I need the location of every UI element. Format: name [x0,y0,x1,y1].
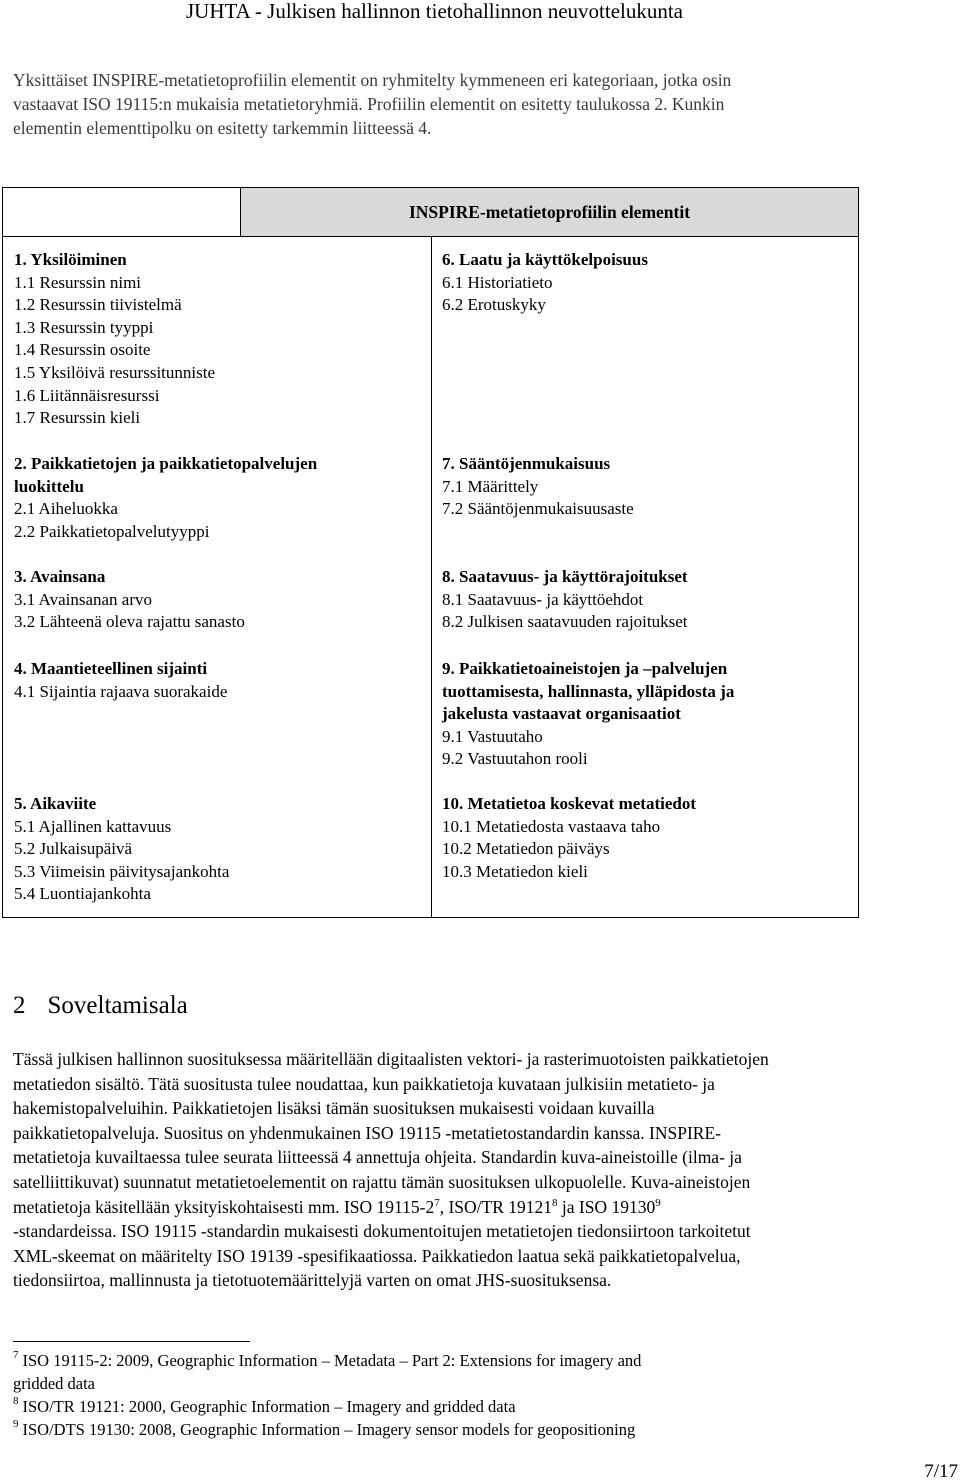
table-group-7 [442,453,634,521]
elements-table [2,187,859,918]
group-item: 5.3 Viimeisin päivitysajankohta [14,861,230,881]
group-heading: 10. Metatietoa koskevat metatiedot [442,794,696,813]
paragraph-line: XML-skeemat on määritelty ISO 19139 -spesifikaatiossa. Paikkatiedon laatua sekä paikkatietopalvelua, [13,1245,741,1266]
group-item: 9.1 Vastuutaho [442,726,543,746]
intro-line: Yksittäiset INSPIRE-metatietoprofiilin elementit on ryhmitelty kymmeneen eri kategoriaan, jotka osin [13,70,732,90]
group-heading-cont: luokittelu [14,476,84,496]
group-item: 5.2 Julkaisupäivä [14,839,133,859]
footnote [13,1349,913,1372]
group-item: 8.2 Julkisen saatavuuden rajoitukset [442,612,688,632]
footnote-mark: 8 [13,1395,19,1407]
group-item: 5.4 Luontiajankohta [14,884,151,904]
group-item: 1.1 Resurssin nimi [14,272,142,292]
group-heading: 3. Avainsana [14,567,106,586]
group-heading: 4. Maantieteellinen sijainti [14,659,208,678]
group-heading: 8. Saatavuus- ja käyttörajoitukset [442,567,688,586]
table-header-empty-cell [3,188,240,237]
paragraph-line: metatiedon sisältö. Tätä suositusta tulee noudattaa, kun paikkatietoja kuvataan julkisiin metatieto- ja [13,1073,715,1094]
paragraph-text: , ISO/TR 19121 [439,1196,553,1217]
table-group-8 [442,566,688,634]
group-item: 7.1 Määrittely [442,476,539,496]
page-number: 7/17 [924,1461,958,1482]
group-heading: 7. Sääntöjenmukaisuus [442,454,611,473]
intro-line: elementin elementtipolku on esitetty tarkemmin liitteessä 4. [13,118,432,138]
paragraph-line: paikkatietopalveluja. Suositus on yhdenmukainen ISO 19115 -metatietostandardin kanssa. INSPIRE- [13,1122,721,1143]
table-group-10 [442,793,696,883]
table-header: INSPIRE-metatietoprofiilin elementit [240,188,858,237]
paragraph-text: ja ISO 19130 [557,1196,656,1217]
group-item: 2.2 Paikkatietopalvelutyyppi [14,521,210,541]
intro-paragraph [13,68,943,140]
paragraph-line: tiedonsiirtoa, mallinnusta ja tietotuotemäärittelyjä varten on omat JHS-suosituksensa. [13,1270,612,1291]
group-heading-cont: tuottamisesta, hallinnasta, ylläpidosta ja [442,681,735,701]
document-header-title: JUHTA - Julkisen hallinnon tietohallinnon neuvottelukunta [186,0,684,23]
footnote-ref[interactable]: 9 [655,1196,661,1209]
group-heading: 6. Laatu ja käyttökelpoisuus [442,250,648,269]
table-group-3 [14,566,245,634]
group-heading: 9. Paikkatietoaineistojen ja –palvelujen [442,659,728,678]
group-item: 1.3 Resurssin tyyppi [14,317,154,337]
table-group-6 [442,249,648,317]
footnote-ref[interactable]: 8 [552,1196,558,1209]
group-item: 7.2 Sääntöjenmukaisuusaste [442,499,634,519]
group-item: 1.4 Resurssin osoite [14,340,151,360]
table-group-4 [14,658,227,703]
group-item: 9.2 Vastuutahon rooli [442,749,588,769]
group-item: 1.7 Resurssin kieli [14,408,141,428]
footnote-ref[interactable]: 7 [434,1196,440,1209]
group-item: 6.2 Erotuskyky [442,295,546,315]
footnote [13,1395,913,1418]
group-heading: 5. Aikaviite [14,794,97,813]
group-item: 1.6 Liitännäisresurssi [14,385,160,405]
section-title: Soveltamisala [47,992,188,1019]
group-item: 1.2 Resurssin tiivistelmä [14,295,182,315]
footnotes [13,1349,913,1441]
table-group-5 [14,793,229,906]
table-group-2 [14,453,317,543]
table-group-9 [442,658,734,771]
group-item: 5.1 Ajallinen kattavuus [14,816,172,836]
footnote-text: ISO/DTS 19130: 2008, Geographic Information – Imagery sensor models for geopositioning [22,1420,636,1439]
paragraph-line: -standardeissa. ISO 19115 -standardin mukaisesti dokumentoitujen metatietojen tiedonsiirtoon tarkoitetut [13,1221,751,1242]
group-item: 10.3 Metatiedon kieli [442,861,588,881]
paragraph-line: metatietoja kuvailtaessa tulee seurata liitteessä 4 annettuja ohjeita. Standardin kuva-aineistoille (ilma- ja [13,1147,742,1168]
group-heading: 1. Yksilöiminen [14,250,127,269]
intro-line: vastaavat ISO 19115:n mukaisia metatietoryhmiä. Profiilin elementit on esitetty taulukossa 2. Kunkin [13,94,725,114]
group-item: 8.1 Saatavuus- ja käyttöehdot [442,589,644,609]
paragraph-line: hakemistopalveluihin. Paikkatietojen lisäksi tämän suosituksen mukaisesti voidaan kuvailla [13,1098,655,1119]
group-item: 10.1 Metatiedosta vastaava taho [442,816,661,836]
table-column-divider [431,237,432,917]
paragraph-line: Tässä julkisen hallinnon suosituksessa määritellään digitaalisten vektori- ja rasterimuotoisten paikkatietojen [13,1049,769,1069]
table-group-1 [14,249,215,430]
footnote [13,1418,913,1441]
paragraph-line: satelliittikuvat) suunnatut metatietoelementit on rajattu tämän suosituksen ulkopuolelle. Kuva-aineistojen [13,1171,751,1192]
footnote-mark: 7 [13,1349,19,1361]
group-item: 1.5 Yksilöivä resurssitunniste [14,362,215,382]
group-item: 3.2 Lähteenä oleva rajattu sanasto [14,612,245,632]
paragraph-text: metatietoja käsitellään yksityiskohtaisesti mm. ISO 19115-2 [13,1196,435,1217]
footnote-continuation: gridded data [13,1374,96,1393]
footnote-text: ISO/TR 19121: 2000, Geographic Information – Imagery and gridded data [22,1397,516,1416]
group-item: 6.1 Historiatieto [442,272,553,292]
group-item: 10.2 Metatiedon päiväys [442,839,610,859]
section-paragraph [13,1047,948,1293]
footnote-separator [13,1341,250,1342]
group-heading: 2. Paikkatietojen ja paikkatietopalvelujen [14,454,318,473]
group-heading-cont: jakelusta vastaavat organisaatiot [442,704,681,724]
group-item: 2.1 Aiheluokka [14,499,118,519]
section-number: 2 [13,992,26,1019]
group-item: 4.1 Sijaintia rajaava suorakaide [14,681,228,701]
paragraph-line-with-footnotes [13,1195,948,1220]
section-heading [13,992,188,1020]
footnote-text: ISO 19115-2: 2009, Geographic Information – Metadata – Part 2: Extensions for imagery and [22,1351,642,1370]
group-item: 3.1 Avainsanan arvo [14,589,153,609]
footnote-mark: 9 [13,1418,19,1430]
